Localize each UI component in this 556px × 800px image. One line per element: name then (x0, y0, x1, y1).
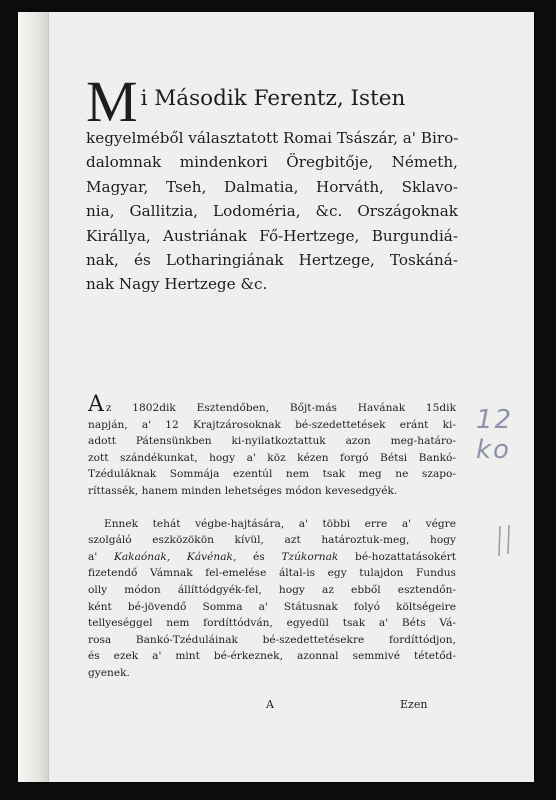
heading-line: nak Nagy Hertzege &c. (86, 275, 268, 294)
italic-goods-1: Kakaónak, Kávénak, (113, 550, 237, 563)
paragraph-line-text: z 1802dik Esztendőben, Bőjt-más Havának 15dik (105, 402, 456, 414)
heading-line: Magyar, Tseh, Dalmatia, Horváth, Sklavo- (86, 177, 458, 196)
heading-line: nia, Gallitzia, Lodoméria, &c. Országoknak (86, 202, 458, 221)
catchword: Ezen (400, 698, 428, 711)
heading-lines (86, 126, 458, 297)
heading-first-line: i Második Ferentz, Isten (140, 86, 406, 111)
paragraph-line: ként bé-jövendő Somma a' Státusnak folyó költségeire (88, 600, 456, 613)
paragraph-line: gyenek. (88, 666, 130, 679)
paragraph-line: ríttassék, hanem minden lehetséges módon kevesedgyék. (88, 484, 398, 497)
heading-line: dalomnak mindenkori Öregbitője, Németh, (86, 153, 458, 172)
decree-heading (86, 69, 459, 297)
signature-mark: A (266, 698, 274, 711)
paragraph-line: Tzéduláknak Sommája ezentúl nem tsak meg ne szapo- (88, 468, 456, 481)
paragraph-2 (88, 516, 456, 682)
paragraph-line: rosa Bankó-Tzéduláinak bé-szedettetésekre fordíttódjon, (88, 633, 456, 646)
heading-line: nak, és Lotharingiának Hertzege, Toskáná- (86, 251, 458, 270)
pencil-tick-mark (494, 524, 516, 558)
document-page (18, 12, 534, 782)
heading-line: kegyelméből választatott Romai Tsászár, a' Biro- (86, 129, 459, 147)
heading-dropcap: M (86, 69, 138, 134)
line-mid: és (253, 550, 265, 563)
paragraph-line (88, 392, 456, 417)
page-fold (18, 12, 49, 782)
paragraph-line: napján, a' 12 Krajtzárosoknak bé-szedettetések eránt ki- (88, 418, 456, 431)
paragraph-dropcap: A (88, 392, 104, 417)
paragraph-line: szolgáló eszközökön kívül, azt határoztuk-meg, hogy (88, 534, 456, 547)
paragraph-line: zott szándékunkat, hogy a' köz kézen forgó Bétsi Bankó- (88, 451, 456, 464)
paragraph-line: adott Pátensünkben ki-nyilatkoztattuk azon meg-határo- (88, 435, 456, 448)
line-suffix: bé-hozattatásokért (355, 550, 456, 563)
heading-line: Királlya, Austriának Fő-Hertzege, Burgundiá- (86, 226, 458, 245)
paragraph-line: Ennek tehát végbe-hajtására, a' többi erre a' végre (104, 517, 456, 530)
paragraph-line (88, 549, 456, 566)
italic-goods-2: Tzúkornak (281, 550, 339, 563)
paragraph-line: tellyeséggel nem fordíttódván, egyedül tsak a' Béts Vá- (88, 617, 456, 630)
paragraph-line: olly módon állíttódgyék-fel, hogy az ebből esztendőn- (88, 583, 456, 596)
line-prefix: a' (88, 550, 98, 563)
paragraph-1 (88, 392, 456, 500)
pencil-annotation: 12 ko (476, 405, 514, 465)
decree-body (88, 392, 456, 682)
paragraph-line: fizetendő Vámnak fel-emelése által-is egy tulajdon Fundus (88, 567, 456, 580)
paragraph-line: és ezek a' mint bé-érkeznek, azonnal semmivé tétetőd- (88, 650, 456, 663)
